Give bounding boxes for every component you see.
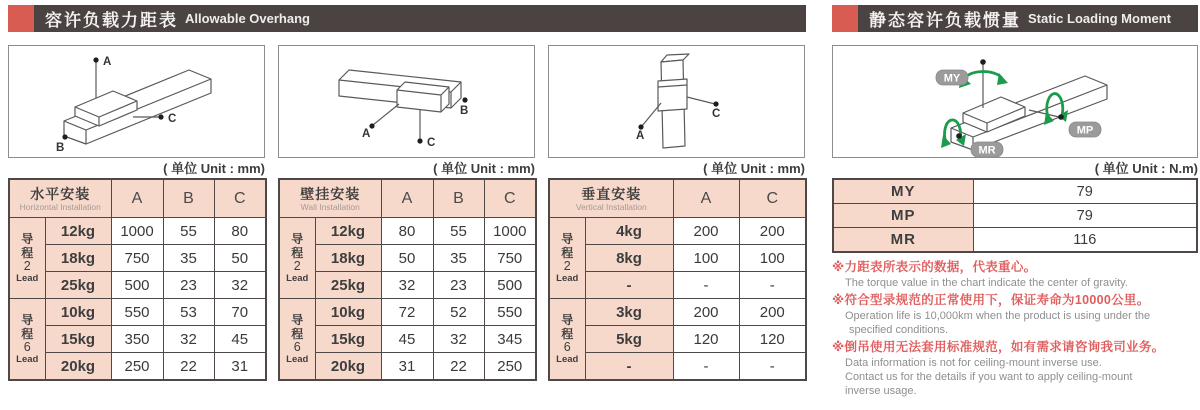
value-cell: 200 <box>739 299 806 326</box>
load-cell: 5kg <box>585 326 673 353</box>
load-cell: 20kg <box>315 353 381 381</box>
allowable-overhang-header <box>8 5 806 32</box>
value-cell: 200 <box>673 218 739 245</box>
mp-badge: MP <box>1076 124 1094 137</box>
load-cell: - <box>585 353 673 381</box>
value-cell: 50 <box>214 245 266 272</box>
moment-value: 79 <box>973 179 1197 204</box>
value-cell: 250 <box>484 353 536 381</box>
value-cell: 1000 <box>111 218 163 245</box>
load-cell: 8kg <box>585 245 673 272</box>
note-en: Operation life is 10,000km when the product is using under the <box>845 309 1151 322</box>
note-en: Data information is not for ceiling-mount inverse use. <box>845 356 1102 369</box>
value-cell: - <box>739 353 806 381</box>
value-cell: 23 <box>433 272 484 299</box>
table-header-row <box>9 179 266 218</box>
load-cell: 10kg <box>315 299 381 326</box>
value-cell: 350 <box>111 326 163 353</box>
value-cell: 500 <box>111 272 163 299</box>
value-cell: 70 <box>214 299 266 326</box>
header-accent-square <box>832 5 858 32</box>
rail-isometric-icon <box>279 46 534 157</box>
vertical-installation-panel <box>548 45 805 381</box>
header-title-cn: 容许负载力距表 <box>45 11 178 30</box>
column-header-b: B <box>163 179 214 218</box>
lead-char: 程 <box>561 246 574 261</box>
table-title-cn: 垂直安装 <box>581 185 642 202</box>
label-c: C <box>427 137 436 149</box>
value-cell: 80 <box>381 218 433 245</box>
moment-value: 79 <box>973 204 1197 228</box>
table-title-en: Vertical Installation <box>575 201 647 212</box>
value-cell: 45 <box>381 326 433 353</box>
lead-char: 导 <box>21 313 34 328</box>
value-cell: 120 <box>673 326 739 353</box>
lead-number: 6 <box>23 340 31 355</box>
wall-installation-diagram <box>278 45 535 158</box>
value-cell: 550 <box>484 299 536 326</box>
value-cell: 750 <box>111 245 163 272</box>
table-row <box>549 272 806 299</box>
value-cell: 32 <box>163 326 214 353</box>
note-cn: ※倒吊使用无法套用标准规范，如有需求请咨询我司业务。 <box>832 339 1165 354</box>
moment-label: MR <box>833 228 973 253</box>
notes-section <box>832 259 1198 398</box>
lead-char: 导 <box>21 232 34 247</box>
label-c: C <box>168 113 177 125</box>
rail-isometric-icon <box>9 46 264 157</box>
value-cell: 200 <box>739 218 806 245</box>
column-header-b: B <box>433 179 484 218</box>
unit-label: ( 单位 Unit : mm) <box>703 161 805 176</box>
note-en: inverse usage. <box>845 385 917 398</box>
mr-badge: MR <box>978 144 996 157</box>
table-row <box>833 228 1197 253</box>
value-cell: 500 <box>484 272 536 299</box>
lead-word: Lead <box>16 353 39 365</box>
table-row <box>549 218 806 245</box>
table-row <box>549 245 806 272</box>
lead-6-group-label <box>9 299 45 381</box>
lead-char: 导 <box>291 232 304 247</box>
value-cell: 32 <box>381 272 433 299</box>
value-cell: 31 <box>214 353 266 381</box>
static-loading-moment-header <box>832 5 1198 32</box>
value-cell: 55 <box>433 218 484 245</box>
horizontal-installation-panel <box>8 45 265 381</box>
horizontal-installation-table <box>8 178 267 381</box>
header-title-en: Static Loading Moment <box>1028 11 1171 26</box>
moment-diagram <box>832 45 1198 158</box>
column-header-a: A <box>111 179 163 218</box>
lead-char: 程 <box>21 246 34 261</box>
note-en: Contact us for the details if you want to apply ceiling-mount <box>845 370 1133 383</box>
lead-char: 程 <box>291 327 304 342</box>
load-cell: 25kg <box>45 272 111 299</box>
value-cell: 72 <box>381 299 433 326</box>
lead-number: 2 <box>293 259 301 274</box>
value-cell: 35 <box>433 245 484 272</box>
table-row <box>549 326 806 353</box>
value-cell: - <box>739 272 806 299</box>
lead-number: 6 <box>293 340 301 355</box>
load-cell: 18kg <box>45 245 111 272</box>
lead-char: 程 <box>291 246 304 261</box>
lead-word: Lead <box>556 353 579 365</box>
load-cell: - <box>585 272 673 299</box>
note-cn: ※力距表所表示的数据，代表重心。 <box>832 260 1037 274</box>
unit-label: ( 单位 Unit : N.m) <box>1094 161 1198 176</box>
moment-axes-icon <box>833 46 1197 157</box>
table-row <box>549 353 806 381</box>
value-cell: 550 <box>111 299 163 326</box>
load-cell: 18kg <box>315 245 381 272</box>
table-title-en: Horizontal Installation <box>19 201 101 212</box>
moment-label: MP <box>833 204 973 228</box>
lead-word: Lead <box>286 353 309 365</box>
column-header-a: A <box>673 179 739 218</box>
table-row <box>9 353 266 381</box>
table-row <box>279 218 536 245</box>
value-cell: 32 <box>214 272 266 299</box>
header-title-en: Allowable Overhang <box>185 11 310 26</box>
column-header-c: C <box>484 179 536 218</box>
value-cell: 31 <box>381 353 433 381</box>
lead-char: 程 <box>561 327 574 342</box>
label-a: A <box>362 128 371 140</box>
label-a: A <box>636 130 645 142</box>
table-row <box>279 299 536 326</box>
header-title-cn: 静态容许负载惯量 <box>869 11 1021 30</box>
value-cell: 1000 <box>484 218 536 245</box>
load-cell: 3kg <box>585 299 673 326</box>
wall-installation-table <box>278 178 537 381</box>
column-header-c: C <box>739 179 806 218</box>
table-row <box>833 204 1197 228</box>
value-cell: 750 <box>484 245 536 272</box>
table-title-cn: 壁挂安装 <box>300 185 361 202</box>
load-cell: 15kg <box>315 326 381 353</box>
lead-word: Lead <box>286 272 309 284</box>
table-title-cell <box>9 179 111 218</box>
lead-number: 2 <box>563 259 571 274</box>
lead-2-group-label <box>549 218 585 299</box>
value-cell: 100 <box>673 245 739 272</box>
table-row <box>833 179 1197 204</box>
load-cell: 10kg <box>45 299 111 326</box>
table-title-cn: 水平安装 <box>30 185 91 202</box>
load-cell: 25kg <box>315 272 381 299</box>
lead-number: 6 <box>563 340 571 355</box>
table-row <box>9 326 266 353</box>
static-loading-moment-panel <box>832 45 1198 398</box>
table-row <box>549 299 806 326</box>
value-cell: 22 <box>163 353 214 381</box>
table-row <box>279 245 536 272</box>
value-cell: 100 <box>739 245 806 272</box>
value-cell: 53 <box>163 299 214 326</box>
table-row <box>9 299 266 326</box>
value-cell: 52 <box>433 299 484 326</box>
lead-char: 导 <box>561 313 574 328</box>
vertical-installation-table <box>548 178 807 381</box>
value-cell: - <box>673 272 739 299</box>
value-cell: 50 <box>381 245 433 272</box>
value-cell: 345 <box>484 326 536 353</box>
moment-value: 116 <box>973 228 1197 253</box>
load-cell: 12kg <box>45 218 111 245</box>
lead-6-group-label <box>279 299 315 381</box>
table-row <box>279 326 536 353</box>
load-cell: 12kg <box>315 218 381 245</box>
my-badge: MY <box>943 72 961 85</box>
table-row <box>9 245 266 272</box>
vertical-installation-diagram <box>548 45 805 158</box>
table-header-row <box>549 179 806 218</box>
table-row <box>9 218 266 245</box>
rail-isometric-icon <box>549 46 804 157</box>
value-cell: - <box>673 353 739 381</box>
table-title-cell <box>549 179 673 218</box>
lead-2-group-label <box>279 218 315 299</box>
value-cell: 200 <box>673 299 739 326</box>
label-b: B <box>460 105 469 117</box>
value-cell: 32 <box>433 326 484 353</box>
value-cell: 35 <box>163 245 214 272</box>
lead-6-group-label <box>549 299 585 381</box>
lead-number: 2 <box>23 259 31 274</box>
label-c: C <box>712 108 721 120</box>
note-cn: ※符合型录规范的正常使用下，保证寿命为10000公里。 <box>832 292 1150 307</box>
load-cell: 20kg <box>45 353 111 381</box>
table-title-en: Wall Installation <box>300 201 360 212</box>
value-cell: 120 <box>739 326 806 353</box>
lead-char: 程 <box>21 327 34 342</box>
lead-2-group-label <box>9 218 45 299</box>
lead-char: 导 <box>561 232 574 247</box>
value-cell: 23 <box>163 272 214 299</box>
moment-table <box>832 178 1198 253</box>
value-cell: 80 <box>214 218 266 245</box>
unit-label: ( 单位 Unit : mm) <box>163 161 265 176</box>
value-cell: 55 <box>163 218 214 245</box>
lead-word: Lead <box>16 272 39 284</box>
value-cell: 45 <box>214 326 266 353</box>
load-cell: 15kg <box>45 326 111 353</box>
value-cell: 22 <box>433 353 484 381</box>
label-b: B <box>56 142 65 154</box>
column-header-c: C <box>214 179 266 218</box>
horizontal-installation-diagram <box>8 45 265 158</box>
table-row <box>279 353 536 381</box>
wall-installation-panel <box>278 45 535 381</box>
moment-label: MY <box>833 179 973 204</box>
table-row <box>279 272 536 299</box>
label-a: A <box>103 56 112 68</box>
lead-char: 导 <box>291 313 304 328</box>
header-accent-square <box>8 5 34 32</box>
note-en: The torque value in the chart indicate the center of gravity. <box>845 276 1128 289</box>
value-cell: 250 <box>111 353 163 381</box>
column-header-a: A <box>381 179 433 218</box>
load-cell: 4kg <box>585 218 673 245</box>
table-title-cell <box>279 179 381 218</box>
table-header-row <box>279 179 536 218</box>
note-en: specified conditions. <box>849 323 949 336</box>
lead-word: Lead <box>556 272 579 284</box>
table-row <box>9 272 266 299</box>
unit-label: ( 单位 Unit : mm) <box>433 161 535 176</box>
